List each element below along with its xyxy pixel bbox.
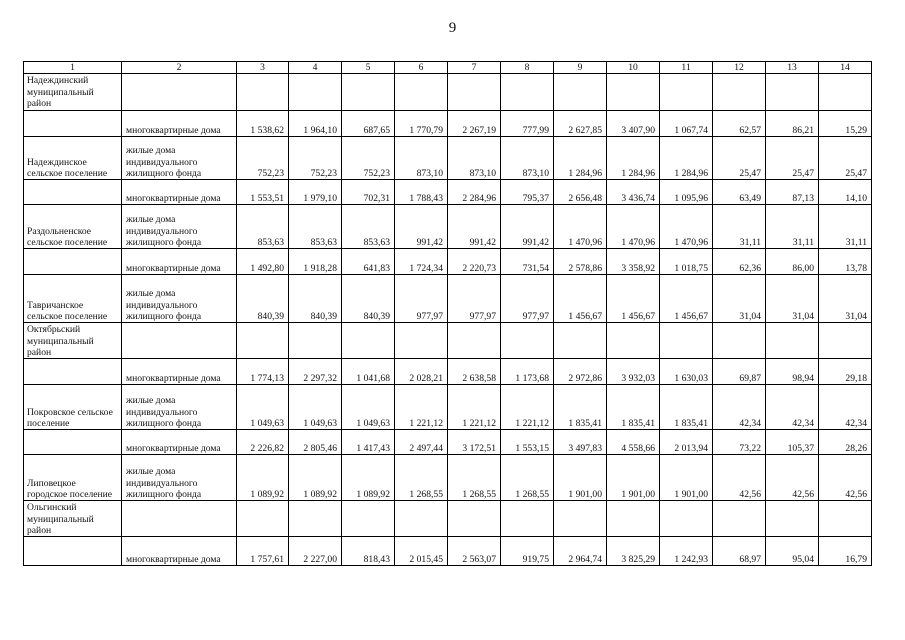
value-cell: 1 470,96 (607, 205, 660, 249)
value-cell: 795,37 (501, 180, 554, 205)
value-cell (501, 501, 554, 537)
housing-type-cell: многоквартирные дома (122, 249, 237, 275)
value-cell: 2 226,82 (237, 430, 289, 455)
value-cell: 1 049,63 (237, 385, 289, 430)
value-cell (819, 74, 872, 111)
value-cell (395, 323, 448, 359)
value-cell: 1 284,96 (660, 137, 713, 180)
table-row (24, 537, 872, 566)
value-cell: 1 553,15 (501, 430, 554, 455)
value-cell (554, 323, 607, 359)
column-number-10: 10 (607, 62, 660, 74)
value-cell: 1 492,80 (237, 249, 289, 275)
table-row (24, 180, 872, 205)
value-cell (342, 323, 395, 359)
value-cell: 3 172,51 (448, 430, 501, 455)
value-cell: 2 656,48 (554, 180, 607, 205)
value-cell: 1 456,67 (660, 275, 713, 323)
value-cell: 2 220,73 (448, 249, 501, 275)
value-cell (713, 501, 766, 537)
value-cell: 31,04 (819, 275, 872, 323)
value-cell: 2 578,86 (554, 249, 607, 275)
value-cell: 919,75 (501, 537, 554, 566)
value-cell: 31,04 (713, 275, 766, 323)
housing-type-cell: жилые дома индивидуального жилищного фонда (122, 137, 237, 180)
value-cell: 752,23 (237, 137, 289, 180)
value-cell: 42,56 (819, 455, 872, 501)
territory-cell: Липовецкое городское поселение (24, 455, 122, 501)
value-cell (766, 74, 819, 111)
value-cell: 1 774,13 (237, 359, 289, 385)
value-cell (237, 323, 289, 359)
value-cell: 42,34 (819, 385, 872, 430)
value-cell: 853,63 (237, 205, 289, 249)
value-cell (395, 74, 448, 111)
value-cell: 752,23 (342, 137, 395, 180)
value-cell: 840,39 (342, 275, 395, 323)
value-cell: 1 268,55 (501, 455, 554, 501)
value-cell: 752,23 (289, 137, 342, 180)
value-cell: 3 407,90 (607, 111, 660, 137)
table-row (24, 137, 872, 180)
value-cell (607, 74, 660, 111)
housing-type-cell: жилые дома индивидуального жилищного фонда (122, 205, 237, 249)
value-cell: 977,97 (448, 275, 501, 323)
column-number-13: 13 (766, 62, 819, 74)
value-cell (448, 323, 501, 359)
value-cell: 687,65 (342, 111, 395, 137)
value-cell: 86,00 (766, 249, 819, 275)
value-cell (395, 501, 448, 537)
page-number: 9 (448, 20, 457, 36)
table-row (24, 323, 872, 359)
value-cell: 2 284,96 (448, 180, 501, 205)
territory-cell: Ольгинский муниципальный район (24, 501, 122, 537)
value-cell (660, 323, 713, 359)
table-row (24, 359, 872, 385)
value-cell (766, 323, 819, 359)
value-cell: 42,34 (766, 385, 819, 430)
value-cell: 13,78 (819, 249, 872, 275)
territory-cell (24, 430, 122, 455)
value-cell: 1 268,55 (395, 455, 448, 501)
value-cell (342, 501, 395, 537)
territory-cell: Надеждинский муниципальный район (24, 74, 122, 111)
value-cell: 2 638,58 (448, 359, 501, 385)
value-cell: 2 627,85 (554, 111, 607, 137)
value-cell: 2 964,74 (554, 537, 607, 566)
housing-type-cell: жилые дома индивидуального жилищного фонда (122, 275, 237, 323)
value-cell: 1 553,51 (237, 180, 289, 205)
value-cell: 1 456,67 (554, 275, 607, 323)
housing-type-cell: многоквартирные дома (122, 430, 237, 455)
value-cell: 1 242,93 (660, 537, 713, 566)
value-cell: 3 825,29 (607, 537, 660, 566)
value-cell: 1 979,10 (289, 180, 342, 205)
column-number-12: 12 (713, 62, 766, 74)
header-row (24, 62, 872, 74)
value-cell (554, 501, 607, 537)
territory-cell: Тавричанское сельское поселение (24, 275, 122, 323)
value-cell: 1 964,10 (289, 111, 342, 137)
value-cell: 702,31 (342, 180, 395, 205)
housing-type-cell (122, 74, 237, 111)
territory-cell: Покровское сельское поселение (24, 385, 122, 430)
value-cell: 3 932,03 (607, 359, 660, 385)
value-cell: 873,10 (448, 137, 501, 180)
value-cell: 1 470,96 (554, 205, 607, 249)
value-cell: 1 284,96 (607, 137, 660, 180)
value-cell: 2 015,45 (395, 537, 448, 566)
territory-cell: Надеждинское сельское поселение (24, 137, 122, 180)
value-cell: 1 417,43 (342, 430, 395, 455)
value-cell: 1 221,12 (501, 385, 554, 430)
housing-type-cell (122, 323, 237, 359)
column-number-6: 6 (395, 62, 448, 74)
value-cell (660, 501, 713, 537)
value-cell: 87,13 (766, 180, 819, 205)
column-number-4: 4 (289, 62, 342, 74)
value-cell (501, 74, 554, 111)
table-row (24, 249, 872, 275)
value-cell: 1 901,00 (607, 455, 660, 501)
value-cell: 641,83 (342, 249, 395, 275)
column-number-5: 5 (342, 62, 395, 74)
value-cell: 1 221,12 (395, 385, 448, 430)
table-row (24, 430, 872, 455)
table-row (24, 455, 872, 501)
column-number-9: 9 (554, 62, 607, 74)
value-cell: 63,49 (713, 180, 766, 205)
value-cell: 2 805,46 (289, 430, 342, 455)
value-cell: 25,47 (713, 137, 766, 180)
value-cell: 2 013,94 (660, 430, 713, 455)
value-cell: 98,94 (766, 359, 819, 385)
territory-cell: Раздольненское сельское поселение (24, 205, 122, 249)
value-cell: 1 221,12 (448, 385, 501, 430)
value-cell: 86,21 (766, 111, 819, 137)
value-cell: 1 757,61 (237, 537, 289, 566)
value-cell: 62,57 (713, 111, 766, 137)
value-cell: 31,11 (819, 205, 872, 249)
housing-type-cell: жилые дома индивидуального жилищного фонда (122, 455, 237, 501)
value-cell: 1 901,00 (554, 455, 607, 501)
value-cell: 2 972,86 (554, 359, 607, 385)
value-cell: 42,56 (766, 455, 819, 501)
value-cell: 1 095,96 (660, 180, 713, 205)
value-cell: 62,36 (713, 249, 766, 275)
value-cell (342, 74, 395, 111)
value-cell: 991,42 (448, 205, 501, 249)
value-cell: 29,18 (819, 359, 872, 385)
value-cell (289, 501, 342, 537)
value-cell: 1 835,41 (607, 385, 660, 430)
value-cell (448, 501, 501, 537)
value-cell: 777,99 (501, 111, 554, 137)
value-cell: 3 358,92 (607, 249, 660, 275)
value-cell (819, 501, 872, 537)
value-cell: 2 227,00 (289, 537, 342, 566)
value-cell: 2 563,07 (448, 537, 501, 566)
table-row (24, 385, 872, 430)
value-cell: 2 497,44 (395, 430, 448, 455)
column-number-11: 11 (660, 62, 713, 74)
value-cell: 1 284,96 (554, 137, 607, 180)
value-cell: 68,97 (713, 537, 766, 566)
table-row (24, 501, 872, 537)
value-cell: 15,29 (819, 111, 872, 137)
housing-type-cell: многоквартирные дома (122, 359, 237, 385)
value-cell: 853,63 (342, 205, 395, 249)
column-number-7: 7 (448, 62, 501, 74)
housing-type-cell: многоквартирные дома (122, 111, 237, 137)
value-cell: 105,37 (766, 430, 819, 455)
value-cell: 73,22 (713, 430, 766, 455)
value-cell: 31,11 (713, 205, 766, 249)
value-cell: 3 497,83 (554, 430, 607, 455)
value-cell: 2 028,21 (395, 359, 448, 385)
column-number-3: 3 (237, 62, 289, 74)
value-cell (501, 323, 554, 359)
column-number-8: 8 (501, 62, 554, 74)
value-cell: 1 835,41 (660, 385, 713, 430)
value-cell (819, 323, 872, 359)
value-cell: 1 173,68 (501, 359, 554, 385)
column-number-14: 14 (819, 62, 872, 74)
territory-cell: Октябрьский муниципальный район (24, 323, 122, 359)
table-row (24, 111, 872, 137)
value-cell: 1 067,74 (660, 111, 713, 137)
value-cell: 977,97 (395, 275, 448, 323)
column-number-1: 1 (24, 62, 122, 74)
value-cell (289, 74, 342, 111)
value-cell: 4 558,66 (607, 430, 660, 455)
value-cell (713, 74, 766, 111)
territory-cell (24, 180, 122, 205)
value-cell: 42,56 (713, 455, 766, 501)
territory-cell (24, 249, 122, 275)
value-cell: 1 835,41 (554, 385, 607, 430)
value-cell: 991,42 (501, 205, 554, 249)
column-number-2: 2 (122, 62, 237, 74)
value-cell: 1 901,00 (660, 455, 713, 501)
value-cell: 95,04 (766, 537, 819, 566)
value-cell: 1 724,34 (395, 249, 448, 275)
value-cell: 14,10 (819, 180, 872, 205)
value-cell: 1 538,62 (237, 111, 289, 137)
value-cell: 25,47 (766, 137, 819, 180)
value-cell (237, 501, 289, 537)
value-cell: 2 267,19 (448, 111, 501, 137)
table-row (24, 74, 872, 111)
value-cell: 873,10 (395, 137, 448, 180)
value-cell: 731,54 (501, 249, 554, 275)
value-cell: 991,42 (395, 205, 448, 249)
value-cell: 1 770,79 (395, 111, 448, 137)
value-cell: 1 089,92 (289, 455, 342, 501)
value-cell: 16,79 (819, 537, 872, 566)
housing-type-cell: многоквартирные дома (122, 180, 237, 205)
table-row (24, 205, 872, 249)
value-cell: 1 268,55 (448, 455, 501, 501)
value-cell (607, 323, 660, 359)
value-cell: 25,47 (819, 137, 872, 180)
value-cell (660, 74, 713, 111)
tariff-table (23, 61, 872, 566)
value-cell (289, 323, 342, 359)
territory-cell (24, 111, 122, 137)
value-cell: 1 089,92 (237, 455, 289, 501)
value-cell: 1 049,63 (289, 385, 342, 430)
value-cell: 3 436,74 (607, 180, 660, 205)
value-cell: 1 049,63 (342, 385, 395, 430)
value-cell (554, 74, 607, 111)
value-cell: 840,39 (237, 275, 289, 323)
value-cell (607, 501, 660, 537)
housing-type-cell: многоквартирные дома (122, 537, 237, 566)
housing-type-cell: жилые дома индивидуального жилищного фонда (122, 385, 237, 430)
value-cell: 840,39 (289, 275, 342, 323)
value-cell (448, 74, 501, 111)
value-cell: 1 456,67 (607, 275, 660, 323)
value-cell: 818,43 (342, 537, 395, 566)
territory-cell (24, 537, 122, 566)
value-cell: 1 089,92 (342, 455, 395, 501)
value-cell: 853,63 (289, 205, 342, 249)
value-cell: 28,26 (819, 430, 872, 455)
value-cell: 873,10 (501, 137, 554, 180)
value-cell: 1 018,75 (660, 249, 713, 275)
territory-cell (24, 359, 122, 385)
value-cell: 1 788,43 (395, 180, 448, 205)
value-cell (713, 323, 766, 359)
value-cell: 42,34 (713, 385, 766, 430)
value-cell: 2 297,32 (289, 359, 342, 385)
value-cell: 31,11 (766, 205, 819, 249)
value-cell: 977,97 (501, 275, 554, 323)
value-cell: 1 630,03 (660, 359, 713, 385)
value-cell: 31,04 (766, 275, 819, 323)
table-row (24, 275, 872, 323)
value-cell: 1 041,68 (342, 359, 395, 385)
value-cell (237, 74, 289, 111)
value-cell (766, 501, 819, 537)
housing-type-cell (122, 501, 237, 537)
value-cell: 1 918,28 (289, 249, 342, 275)
value-cell: 1 470,96 (660, 205, 713, 249)
value-cell: 69,87 (713, 359, 766, 385)
